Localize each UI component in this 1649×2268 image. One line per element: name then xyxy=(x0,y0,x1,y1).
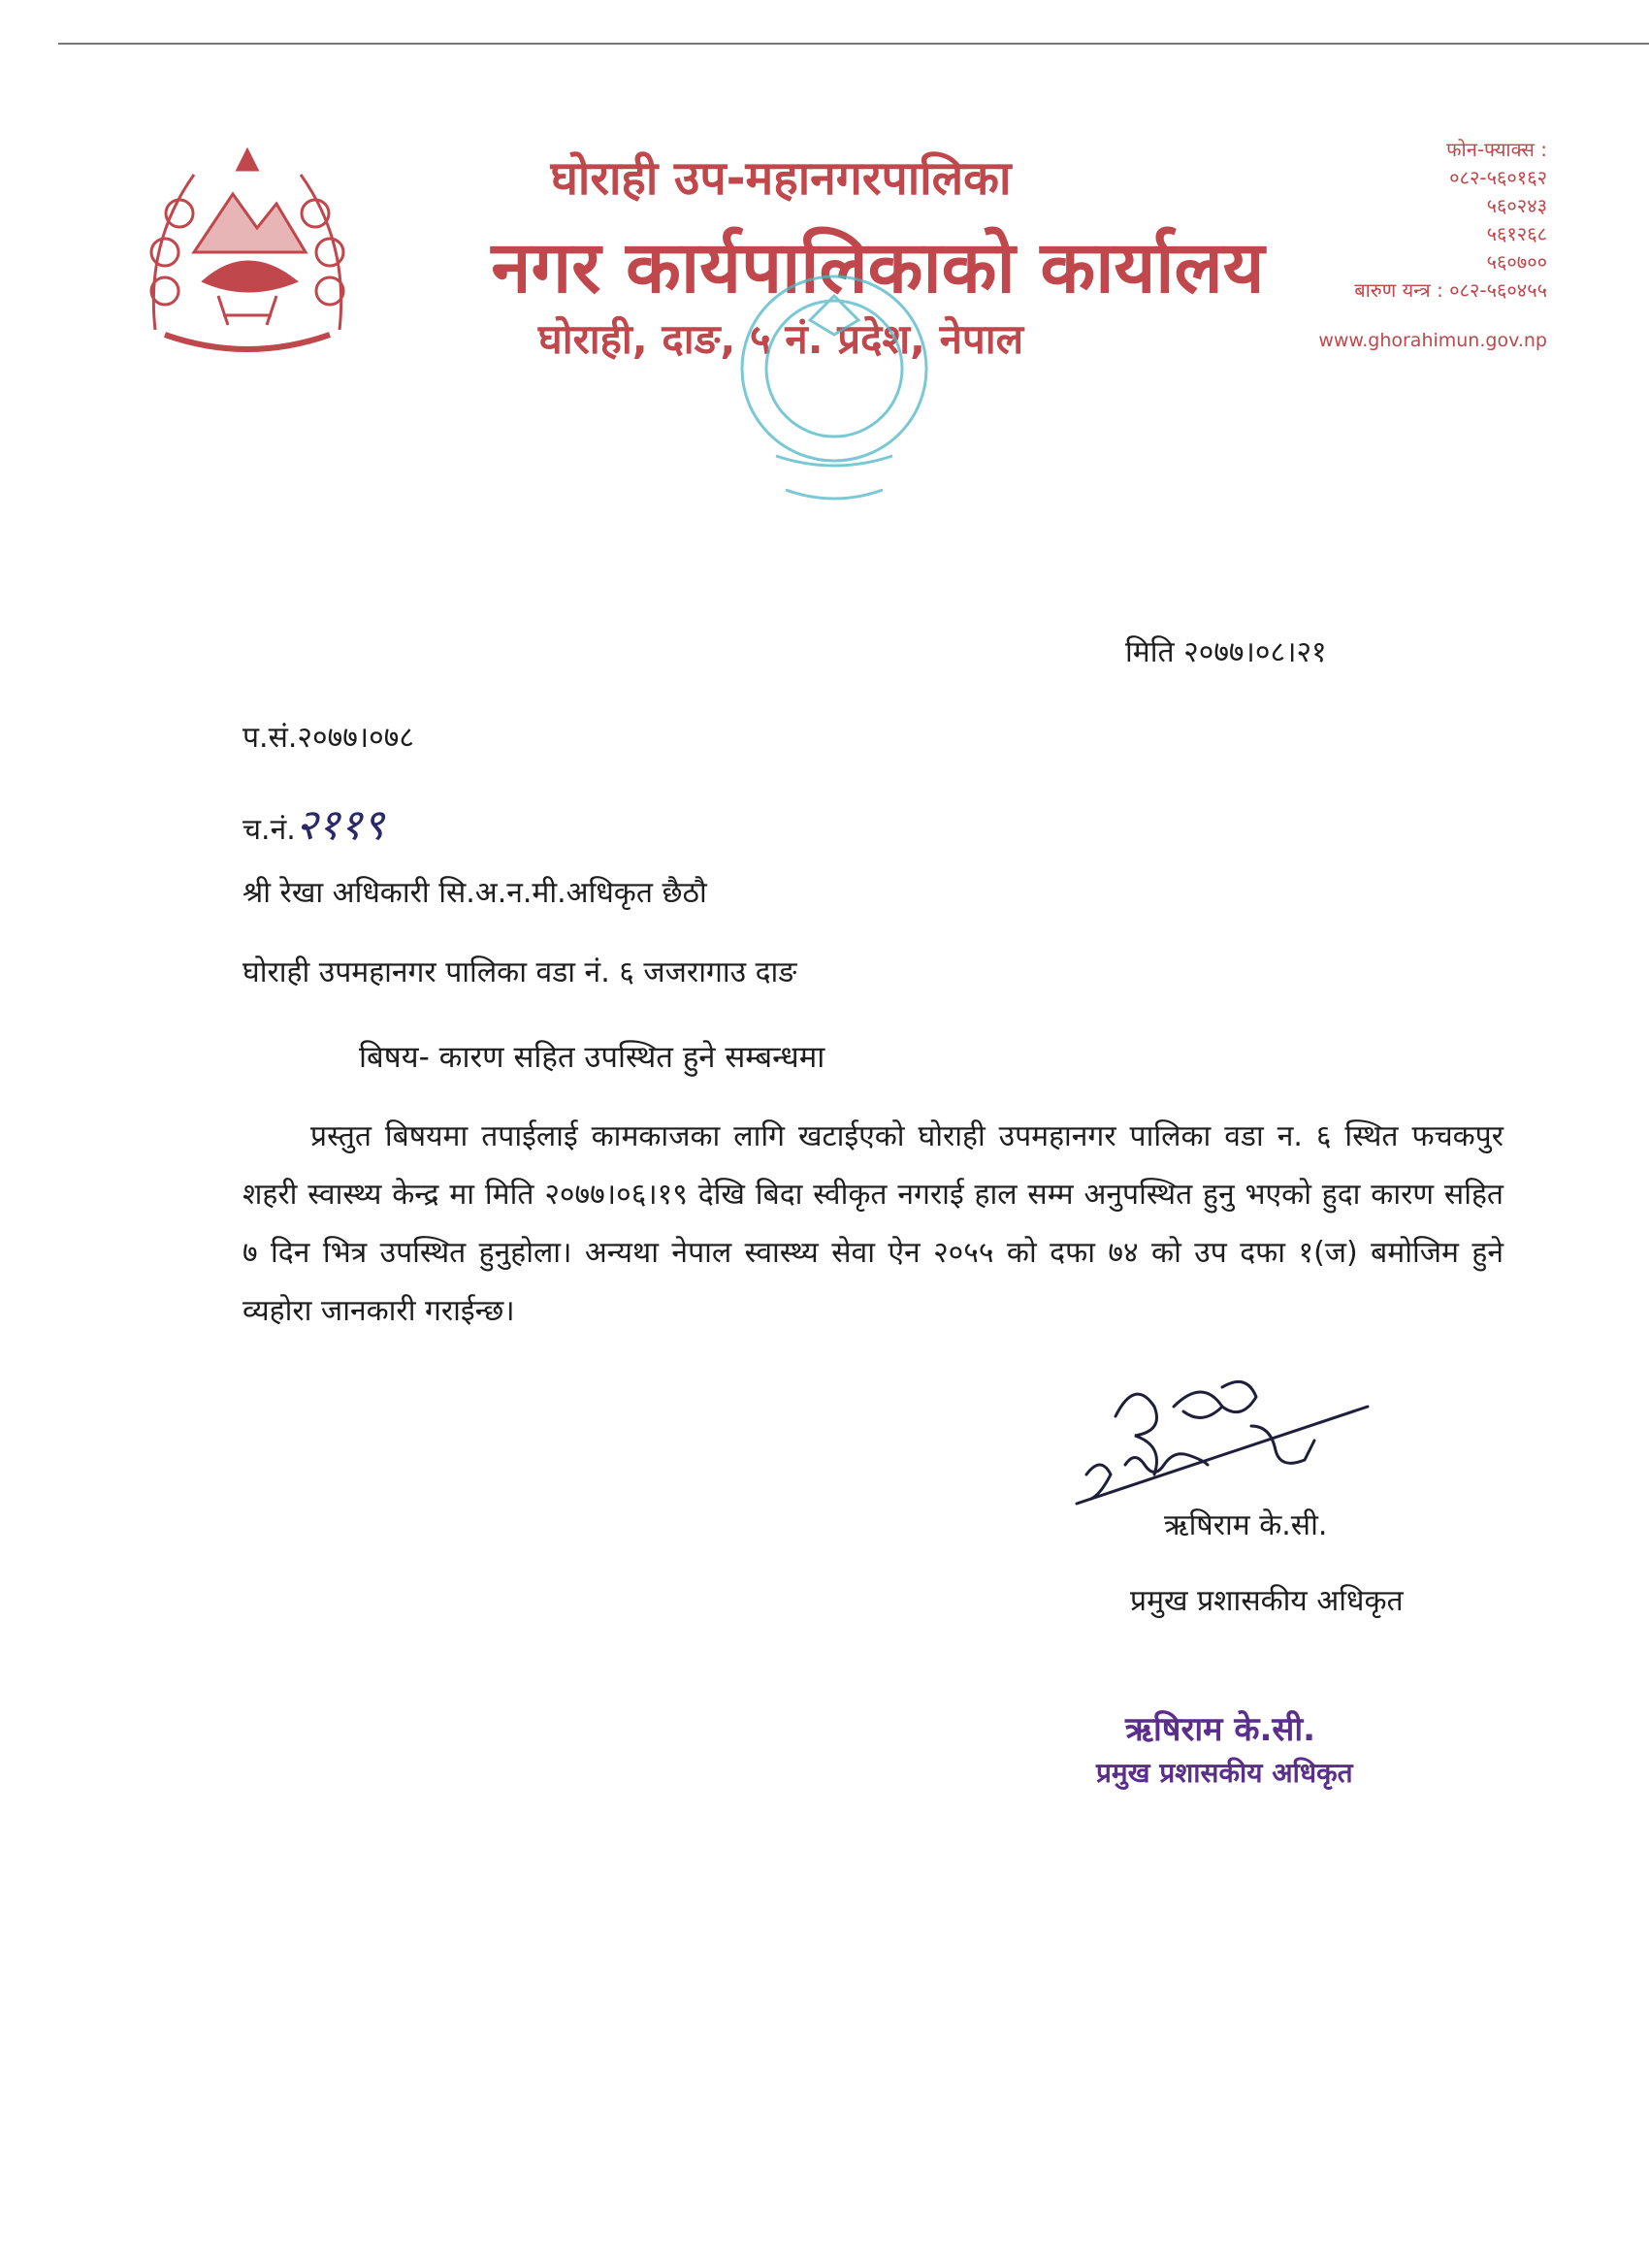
letter-body: प्रस्तुत बिषयमा तपाईलाई कामकाजका लागि खटाईएको घोराही उपमहानगर पालिका वडा न. ६ स्थित फचकपुर शहरी स्वास्थ्य केन्द्र मा मिति २०७७।०६।१९ देखि बिदा स्वीकृत नगराई हाल सम्म अनुपस्थित हुनु भएको हुदा कारण सहित ७ दिन भित्र उपस्थित हुनुहोला। अन्यथा नेपाल स्वास्थ्य सेवा ऐन २०५५ को दफा ७४ को उप दफा १(ज) बमोजिम हुने व्यहोरा जानकारी गराईन्छ। xyxy=(242,1119,1504,1328)
recipient-address: घोराही उपमहानगर पालिका वडा नं. ६ जजरागाउ दाङ xyxy=(242,956,797,989)
phone-number: ५६०२४३ xyxy=(1486,194,1547,217)
org-name-line2: नगर कार्यपालिकाको कार्यालय xyxy=(491,226,1265,309)
contact-block xyxy=(1261,136,1547,305)
signer-title: प्रमुख प्रशासकीय अधिकृत xyxy=(1130,1584,1404,1618)
dispatch-number: २११९ xyxy=(295,800,385,850)
org-name-line1: घोराही उप-महानगरपालिका xyxy=(550,151,1012,206)
recipient-name: श्री रेखा अधिकारी सि.अ.न.मी.अधिकृत छैठौ xyxy=(242,876,707,910)
stamp-signer-title: प्रमुख प्रशासकीय अधिकृत xyxy=(1096,1757,1353,1789)
phone-fax-label: फोन-फ्याक्स : xyxy=(1446,138,1547,161)
org-address-line: घोराही, दाङ, ५ नं. प्रदेश, नेपाल xyxy=(537,315,1024,363)
phone-number: ०८२-५६०१६२ xyxy=(1449,166,1547,189)
letter-date: मिति २०७७।०८।२१ xyxy=(1125,635,1327,669)
nepal-emblem-icon xyxy=(136,136,359,359)
phone-number: ५६०७०० xyxy=(1486,250,1547,274)
signer-name: ऋषिराम के.सी. xyxy=(1164,1508,1328,1542)
top-rule xyxy=(58,43,1649,45)
website-text: www.ghorahimun.gov.np xyxy=(1318,330,1547,351)
stamp-signer-name: ऋषिराम के.सी. xyxy=(1125,1710,1316,1749)
dispatch-number-line xyxy=(242,794,384,852)
phone-number: ५६१२६८ xyxy=(1486,222,1547,245)
letter-subject: बिषय- कारण सहित उपस्थित हुने सम्बन्धमा xyxy=(359,1040,825,1075)
reference-number: प.सं.२०७७।०७८ xyxy=(242,721,414,755)
office-seal-icon xyxy=(718,262,951,514)
fire-service-number: बारुण यन्त्र : ०८२-५६०४५५ xyxy=(1354,278,1547,302)
dispatch-label: च.नं. xyxy=(242,813,296,847)
